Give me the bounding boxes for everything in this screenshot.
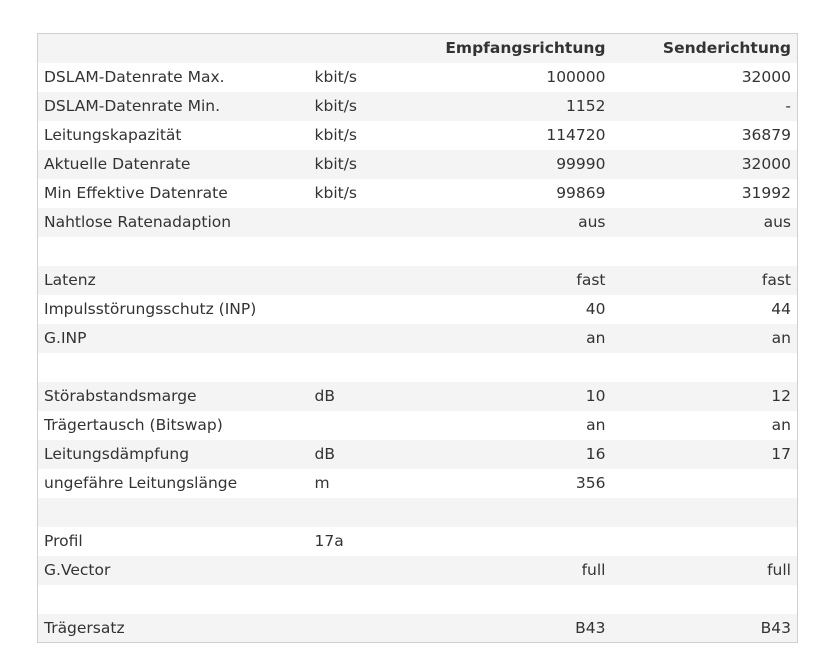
table-row xyxy=(38,527,798,556)
table-row xyxy=(38,498,798,527)
row-label xyxy=(38,498,309,527)
row-downstream-value: 114720 xyxy=(546,126,606,144)
table-row xyxy=(38,614,798,643)
table-row xyxy=(38,353,798,382)
row-upstream-value: an xyxy=(771,329,791,347)
row-unit xyxy=(309,556,409,585)
row-unit: kbit/s xyxy=(314,155,357,173)
row-label: Nahtlose Ratenadaption xyxy=(44,213,232,231)
table-row xyxy=(38,440,798,469)
row-upstream-value: 32000 xyxy=(741,155,791,173)
row-unit: 17a xyxy=(314,532,344,550)
row-unit xyxy=(309,498,409,527)
row-unit: dB xyxy=(314,387,335,405)
row-unit xyxy=(309,411,409,440)
row-upstream-value: 44 xyxy=(771,300,791,318)
table-row xyxy=(38,179,798,208)
row-upstream-value: aus xyxy=(763,213,791,231)
row-upstream-value: 32000 xyxy=(741,68,791,86)
row-upstream-value xyxy=(612,237,798,266)
table-row xyxy=(38,324,798,353)
row-upstream-value xyxy=(612,585,798,614)
row-upstream-value: 12 xyxy=(771,387,791,405)
row-unit xyxy=(309,237,409,266)
table-header xyxy=(38,34,798,63)
row-unit: kbit/s xyxy=(314,97,357,115)
row-upstream-value xyxy=(612,469,798,498)
dsl-info-table xyxy=(37,33,798,643)
table-row xyxy=(38,237,798,266)
row-upstream-value: an xyxy=(771,416,791,434)
table-row xyxy=(38,150,798,179)
row-label: Impulsstörungsschutz (INP) xyxy=(44,300,257,318)
row-unit xyxy=(309,208,409,237)
row-unit xyxy=(309,614,409,643)
row-label: G.INP xyxy=(44,329,87,347)
table-row xyxy=(38,92,798,121)
row-downstream-value xyxy=(409,498,612,527)
table-row xyxy=(38,208,798,237)
row-label: Leitungsdämpfung xyxy=(44,445,190,463)
row-unit xyxy=(309,353,409,382)
row-downstream-value: aus xyxy=(578,213,606,231)
header-row xyxy=(38,34,798,63)
header-unit xyxy=(309,34,409,63)
row-label: DSLAM-Datenrate Max. xyxy=(44,68,225,86)
row-downstream-value: fast xyxy=(576,271,606,289)
row-unit xyxy=(309,295,409,324)
row-label: DSLAM-Datenrate Min. xyxy=(44,97,221,115)
header-label xyxy=(38,34,309,63)
row-upstream-value xyxy=(612,498,798,527)
row-label: Trägersatz xyxy=(44,618,125,637)
table-row xyxy=(38,469,798,498)
row-downstream-value xyxy=(409,527,612,556)
row-downstream-value: 10 xyxy=(585,387,606,405)
row-upstream-value xyxy=(612,527,798,556)
row-downstream-value: an xyxy=(586,329,606,347)
row-unit xyxy=(309,585,409,614)
table-row xyxy=(38,266,798,295)
table-row xyxy=(38,382,798,411)
row-upstream-value xyxy=(612,353,798,382)
row-downstream-value xyxy=(409,585,612,614)
table-body xyxy=(38,63,798,643)
row-unit: kbit/s xyxy=(314,184,357,202)
row-label xyxy=(38,237,309,266)
row-unit: m xyxy=(314,474,330,492)
row-upstream-value: B43 xyxy=(760,618,791,637)
row-downstream-value: 100000 xyxy=(546,68,606,86)
row-upstream-value: - xyxy=(785,97,791,115)
row-label: Latenz xyxy=(44,271,96,289)
row-upstream-value: 36879 xyxy=(741,126,791,144)
row-upstream-value: 31992 xyxy=(741,184,791,202)
row-upstream-value: fast xyxy=(761,271,791,289)
row-downstream-value: 99990 xyxy=(556,155,606,173)
row-downstream-value: 356 xyxy=(575,474,606,492)
row-label: Min Effektive Datenrate xyxy=(44,184,228,202)
header-downstream: Empfangsrichtung xyxy=(409,34,612,63)
table-row xyxy=(38,411,798,440)
row-downstream-value: B43 xyxy=(575,618,606,637)
row-label xyxy=(38,585,309,614)
table-row xyxy=(38,121,798,150)
row-upstream-value: full xyxy=(767,561,791,579)
table-row xyxy=(38,556,798,585)
row-label: Leitungskapazität xyxy=(44,126,182,144)
row-downstream-value xyxy=(409,237,612,266)
row-unit: kbit/s xyxy=(314,68,357,86)
row-downstream-value: an xyxy=(586,416,606,434)
header-upstream: Senderichtung xyxy=(612,34,798,63)
row-unit xyxy=(309,266,409,295)
row-label: Profil xyxy=(44,532,83,550)
row-downstream-value: 1152 xyxy=(566,97,606,115)
table-row xyxy=(38,63,798,92)
row-upstream-value: 17 xyxy=(771,445,791,463)
row-downstream-value: 16 xyxy=(585,445,606,463)
row-label: Aktuelle Datenrate xyxy=(44,155,191,173)
row-unit: dB xyxy=(314,445,335,463)
row-label: ungefähre Leitungslänge xyxy=(44,474,238,492)
row-unit: kbit/s xyxy=(314,126,357,144)
row-downstream-value: 40 xyxy=(585,300,606,318)
table-row xyxy=(38,295,798,324)
row-unit xyxy=(309,324,409,353)
row-downstream-value: 99869 xyxy=(556,184,606,202)
row-label: G.Vector xyxy=(44,561,111,579)
row-downstream-value: full xyxy=(581,561,606,579)
row-label xyxy=(38,353,309,382)
table-row xyxy=(38,585,798,614)
row-label: Trägertausch (Bitswap) xyxy=(44,416,223,434)
row-label: Störabstandsmarge xyxy=(44,387,197,405)
row-downstream-value xyxy=(409,353,612,382)
